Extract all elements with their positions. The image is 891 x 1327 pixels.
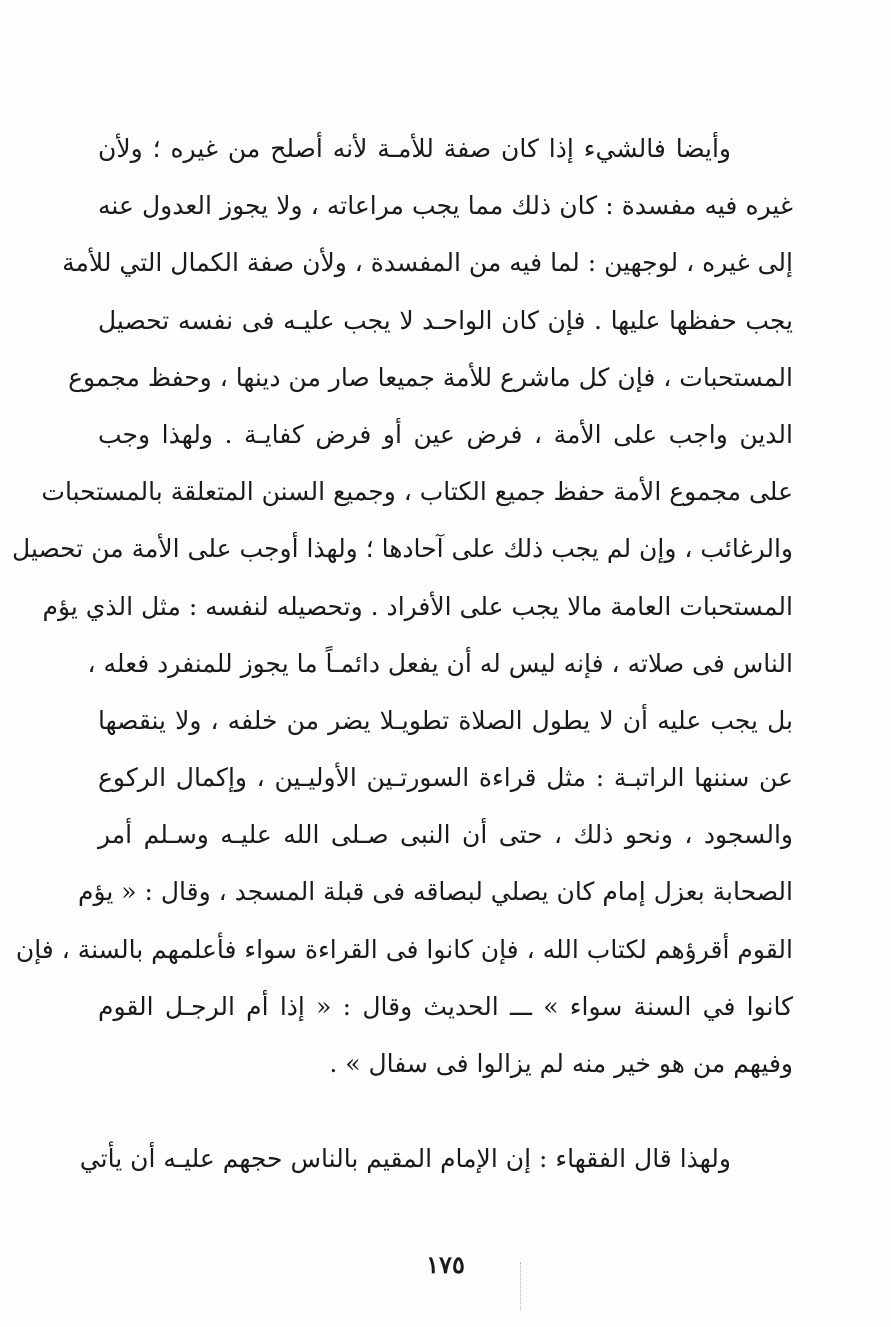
text-line: على مجموع الأمة حفظ جميع الكتاب ، وجميع السنن المتعلقة بالمستحبات bbox=[41, 477, 793, 507]
text-line: يجب حفظها عليها . فإن كان الواحـد لا يجب عليـه فى نفسه تحصيل bbox=[98, 305, 793, 335]
text-line: المستحبات العامة مالا يجب على الأفراد . وتحصيله لنفسه : مثل الذي يؤم bbox=[42, 591, 793, 621]
text-line: الناس فى صلاته ، فإنه ليس له أن يفعل دائمـاً ما يجوز للمنفرد فعله ، bbox=[87, 648, 793, 678]
text-line: الدين واجب على الأمة ، فرض عين أو فرض كفايـة . ولهذا وجب bbox=[98, 419, 793, 449]
page-number: ١٧٥ bbox=[426, 1250, 465, 1279]
text-line: الصحابة بعزل إمام كان يصلي لبصاقه فى قبلة المسجد ، وقال : « يؤم bbox=[77, 877, 793, 907]
paragraph-1 bbox=[12, 120, 793, 1092]
text-line: وفيهم من هو خير منه لم يزالوا فى سفال » . bbox=[329, 1049, 793, 1078]
text-line: بل يجب عليه أن لا يطول الصلاة تطويـلا يضر من خلفه ، ولا ينقصها bbox=[98, 705, 793, 735]
text-line: عن سننها الراتبـة : مثل قراءة السورتـين الأوليـين ، وإكمال الركوع bbox=[98, 763, 793, 793]
text-line: والرغائب ، وإن لم يجب ذلك على آحادها ؛ ولهذا أوجب على الأمة من تحصيل bbox=[12, 534, 793, 564]
text-line: القوم أقرؤهم لكتاب الله ، فإن كانوا فى القراءة سواء فأعلمهم بالسنة ، فإن bbox=[15, 934, 793, 964]
text-line: إلى غيره ، لوجهين : لما فيه من المفسدة ، ولأن صفة الكمال التي للأمة bbox=[62, 248, 793, 278]
paragraph-2 bbox=[79, 1130, 793, 1187]
text-line: غيره فيه مفسدة : كان ذلك مما يجب مراعاته ، ولا يجوز العدول عنه bbox=[98, 191, 793, 221]
text-line: كانوا في السنة سواء » ـــ الحديث وقال : « إذا أم الرجـل القوم bbox=[98, 991, 793, 1021]
text-line: وأيضا فالشيء إذا كان صفة للأمـة لأنه أصلح من غيره ؛ ولأن bbox=[98, 134, 731, 163]
text-line: والسجود ، ونحو ذلك ، حتى أن النبى صـلى الله عليـه وسـلم أمر bbox=[98, 820, 793, 850]
gutter-line bbox=[520, 1262, 523, 1310]
text-line: ولهذا قال الفقهاء : إن الإمام المقيم بالناس حجهم عليـه أن يأتي bbox=[79, 1144, 731, 1173]
text-line: المستحبات ، فإن كل ماشرع للأمة جميعا صار من دينها ، وحفظ مجموع bbox=[68, 362, 793, 392]
